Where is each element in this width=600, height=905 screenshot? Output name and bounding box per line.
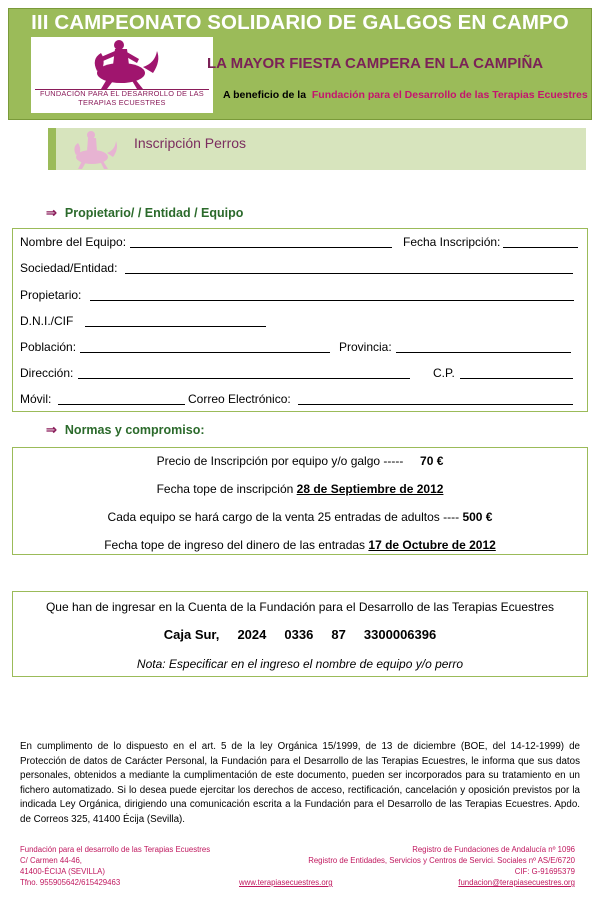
benefit-line xyxy=(223,89,588,101)
rule-price-value: 70 € xyxy=(420,454,444,468)
owner-label: Propietario: xyxy=(20,288,82,302)
arrow-right-icon: ⇒ xyxy=(46,205,57,220)
dni-field[interactable] xyxy=(85,326,266,327)
rules-section-title: Normas y compromiso: xyxy=(64,423,205,437)
province-field[interactable] xyxy=(396,352,571,353)
email-link[interactable]: fundacion@terapiasecuestres.org xyxy=(458,878,575,887)
event-subtitle: LA MAYOR FIESTA CAMPERA EN LA CAMPIÑA xyxy=(207,55,544,72)
benefit-organization: Fundación para el Desarrollo de las Terapias Ecuestres xyxy=(311,89,588,101)
town-field[interactable] xyxy=(80,352,330,353)
footer-right-line: Registro de Fundaciones de Andalucía nº 1096 xyxy=(412,845,575,854)
company-label: Sociedad/Entidad: xyxy=(20,261,118,275)
rule-price xyxy=(12,454,588,468)
footer-right-line: CIF: G-91695379 xyxy=(514,867,575,876)
rule-price-text: Precio de Inscripción por equipo y/o galgo ----- xyxy=(156,454,404,468)
rule-tickets-value: 500 € xyxy=(462,510,493,524)
logo-caption-line1: FUNDACIÓN PARA EL DESARROLLO DE LAS xyxy=(40,89,204,98)
registration-form xyxy=(12,228,588,412)
mobile-label: Móvil: xyxy=(20,392,52,406)
foundation-logo xyxy=(31,37,213,113)
rule-tickets xyxy=(12,510,588,524)
bank-account-number: Caja Sur, 2024 0336 87 3300006396 xyxy=(163,627,437,642)
dni-label: D.N.I./CIF xyxy=(20,314,74,328)
postcode-field[interactable] xyxy=(460,378,573,379)
mobile-field[interactable] xyxy=(58,404,185,405)
email-field[interactable] xyxy=(298,404,573,405)
team-name-label: Nombre del Equipo: xyxy=(20,235,127,249)
rule-tickets-text: Cada equipo se hará cargo de la venta 25 entradas de adultos ---- xyxy=(107,510,460,524)
postcode-label: C.P. xyxy=(433,366,455,380)
horse-rider-logo-icon xyxy=(31,37,213,89)
logo-caption-line2: TERAPIAS ECUESTRES xyxy=(78,98,166,107)
legal-notice: En cumplimento de lo dispuesto en el art. 5 de la ley Orgánica 15/1999, de 13 de diciembre (BOE, del 14-12-1999) de Protección de datos de Carácter Personal, la Fundación para el Desarrollo de las Terapias Ecuestres, le informa que sus datos personales, obtenidos a mediante la cumplimentación de este documento, pueden ser incorporados para su tratamiento en un fichero automatizado. Si lo desea puede ejercitar los derechos de acceso, rectificación, cancelación y oposición previstos por la indicada Ley Orgánica, dirigiendo una comunicación escrita a la Fundación para el Desarrollo de las Terapias Ecuestres. Apdo. de Correos 325, 41400 Écija (Sevilla). xyxy=(20,741,580,825)
rule-deadline-text: Fecha tope de inscripción xyxy=(156,482,294,496)
address-label: Dirección: xyxy=(20,366,74,380)
owner-section-heading xyxy=(46,205,243,221)
owner-field[interactable] xyxy=(90,300,574,301)
event-title: III CAMPEONATO SOLIDARIO DE GALGOS EN CAMPO xyxy=(31,11,569,34)
footer-left-line: Fundación para el desarrollo de las Terapias Ecuestres xyxy=(20,845,211,854)
footer-right-line: Registro de Entidades, Servicios y Centros de Servici. Sociales nº AS/E/6720 xyxy=(308,856,575,865)
rule-deadline xyxy=(12,482,588,496)
header-banner xyxy=(8,8,592,120)
rules-section-heading xyxy=(46,422,205,438)
team-name-field[interactable] xyxy=(130,247,392,248)
inscription-accent-bar xyxy=(48,128,56,170)
town-label: Población: xyxy=(20,340,77,354)
owner-section-title: Propietario/ / Entidad / Equipo xyxy=(64,206,244,220)
footer-left-line: 41400-ÉCIJA (SEVILLA) xyxy=(20,867,105,876)
bank-note: Nota: Especificar en el ingreso el nombre de equipo y/o perro xyxy=(136,657,464,671)
inscription-title: Inscripción Perros xyxy=(134,135,247,151)
footer-right xyxy=(308,844,575,888)
email-label: Correo Electrónico: xyxy=(188,392,291,406)
rule-payment-value: 17 de Octubre de 2012 xyxy=(368,538,496,552)
registration-date-label: Fecha Inscripción: xyxy=(403,235,501,249)
rule-payment xyxy=(12,538,588,552)
benefit-label: A beneficio de la xyxy=(223,89,307,101)
bank-intro: Que han de ingresar en la Cuenta de la Fundación para el Desarrollo de las Terapias Ecuestres xyxy=(45,600,555,614)
logo-caption xyxy=(31,89,213,107)
company-field[interactable] xyxy=(125,273,573,274)
rule-payment-text: Fecha tope de ingreso del dinero de las entradas xyxy=(104,538,366,552)
footer-left-line: C/ Carmen 44-46, xyxy=(20,856,82,865)
registration-date-field[interactable] xyxy=(503,247,578,248)
province-label: Provincia: xyxy=(339,340,392,354)
website-link[interactable]: www.terapiasecuestres.org xyxy=(239,878,333,887)
footer-left-line: Tfno. 955905642/615429463 xyxy=(20,878,121,887)
horse-rider-faded-icon xyxy=(64,129,122,169)
rule-deadline-value: 28 de Septiembre de 2012 xyxy=(296,482,444,496)
address-field[interactable] xyxy=(78,378,410,379)
footer-left xyxy=(20,844,210,888)
arrow-right-icon: ⇒ xyxy=(46,422,57,437)
